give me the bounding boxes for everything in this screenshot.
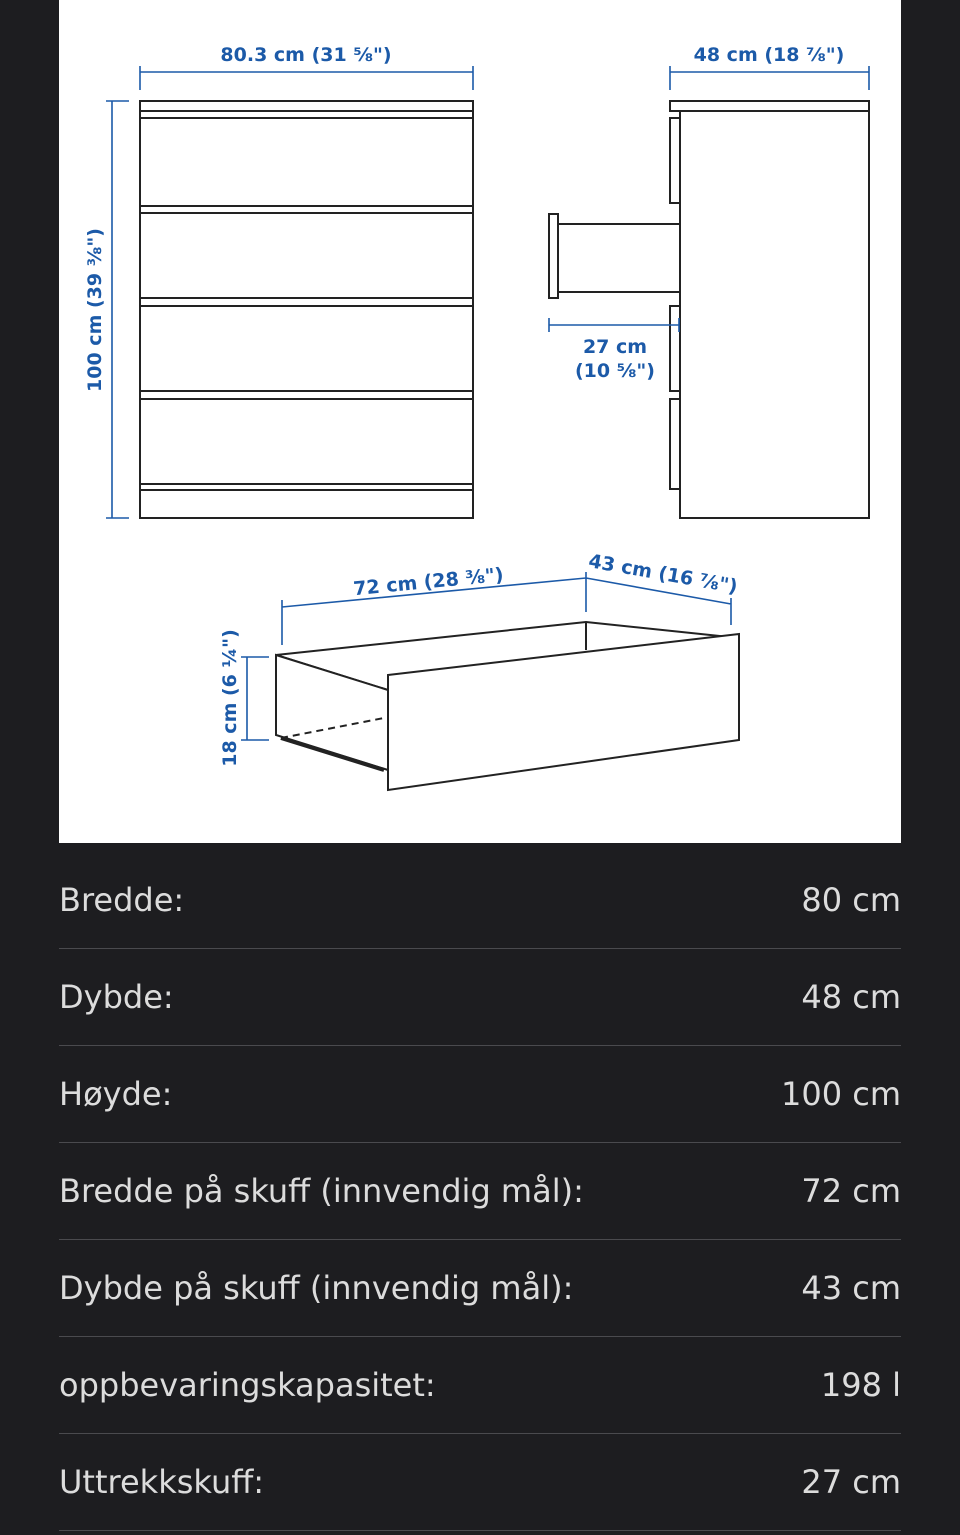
width-label: 80.3 cm (31 ⅝") xyxy=(220,44,392,66)
spec-row-capacity xyxy=(59,1337,901,1434)
spec-row-extension xyxy=(59,1434,901,1531)
spec-label: Bredde på skuff (innvendig mål): xyxy=(59,1172,584,1210)
specifications-list xyxy=(59,852,901,1531)
spec-label: Bredde: xyxy=(59,881,185,919)
spec-label: Høyde: xyxy=(59,1075,173,1113)
drawer-width-label: 72 cm (28 ⅜") xyxy=(352,563,505,601)
spec-label: Dybde på skuff (innvendig mål): xyxy=(59,1269,574,1307)
spec-value: 27 cm xyxy=(801,1463,901,1501)
extension-label-in: (10 ⅝") xyxy=(575,360,655,382)
drawer-drawing xyxy=(276,622,739,790)
spec-value: 100 cm xyxy=(780,1075,901,1113)
depth-label: 48 cm (18 ⅞") xyxy=(693,44,845,66)
spec-value: 72 cm xyxy=(801,1172,901,1210)
spec-row-drawer-width xyxy=(59,1143,901,1240)
spec-row-height xyxy=(59,1046,901,1143)
spec-value: 80 cm xyxy=(801,881,901,919)
drawer-height-label: 18 cm (6 ¼") xyxy=(219,629,241,767)
spec-row-width xyxy=(59,852,901,949)
side-view-drawing xyxy=(549,101,869,518)
spec-label: oppbevaringskapasitet: xyxy=(59,1366,436,1404)
spec-value: 198 l xyxy=(820,1366,901,1404)
spec-label: Uttrekkskuff: xyxy=(59,1463,265,1501)
spec-row-drawer-depth xyxy=(59,1240,901,1337)
spec-row-depth xyxy=(59,949,901,1046)
spec-value: 43 cm xyxy=(801,1269,901,1307)
height-label: 100 cm (39 ⅜") xyxy=(84,228,106,392)
extension-label-cm: 27 cm xyxy=(582,336,648,358)
front-view-drawing xyxy=(140,101,473,518)
spec-value: 48 cm xyxy=(801,978,901,1016)
spec-label: Dybde: xyxy=(59,978,174,1016)
drawer-depth-label: 43 cm (16 ⅞") xyxy=(586,550,740,599)
dimension-diagram xyxy=(59,0,901,843)
